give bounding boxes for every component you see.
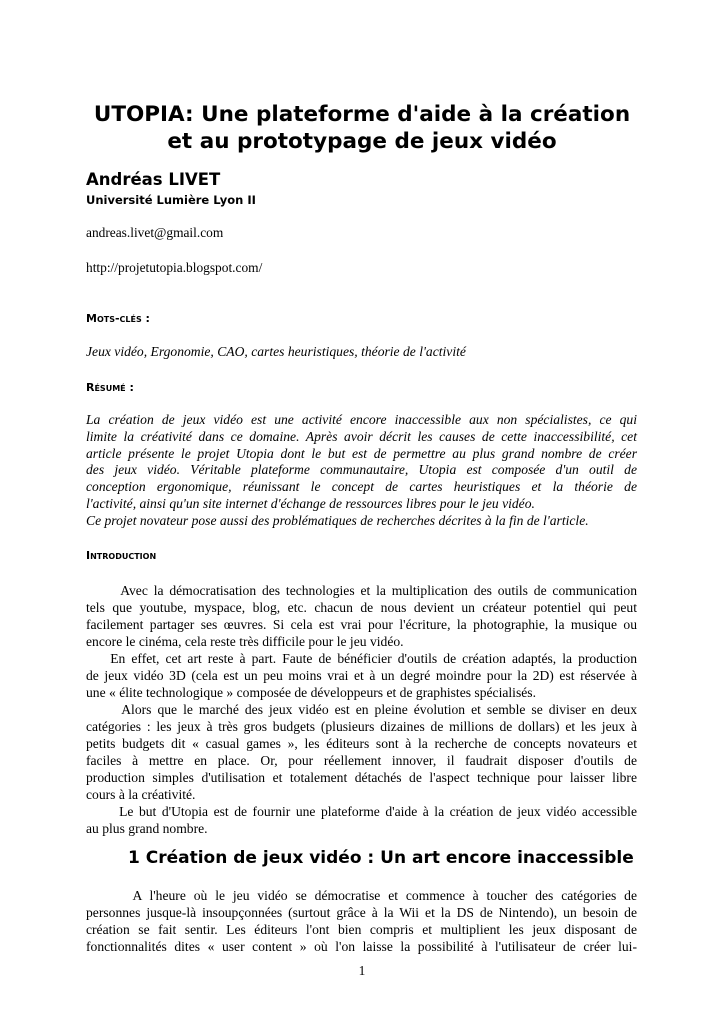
abstract [86, 412, 637, 530]
text-line: limite la créativité dans ce domaine. Après avoir décrit les causes de cette inaccessibilité, cet [86, 428, 637, 444]
text-line: des jeux vidéo. Véritable plateforme communautaire, Utopia est composée d'un outil de [86, 462, 637, 478]
text-line: Ce projet novateur pose aussi des problématiques de recherches décrites à la fin de l'article. [86, 512, 589, 528]
text-line: une « élite technologique » composée de développeurs et de graphistes spécialisés. [86, 685, 536, 700]
text-line: au plus grand nombre. [86, 821, 208, 836]
paragraph [86, 412, 637, 513]
title-line-2: et au prototypage de jeux vidéo [167, 129, 557, 154]
text-line: Alors que le marché des jeux vidéo est en pleine évolution et semble se diviser en deux [86, 702, 637, 717]
paragraph [86, 887, 637, 955]
keywords: Jeux vidéo, Ergonomie, CAO, cartes heuristiques, théorie de l'activité [86, 344, 466, 359]
author-affiliation: Université Lumière Lyon II [86, 193, 256, 207]
paragraph [86, 701, 637, 803]
author-name: Andréas LIVET [86, 170, 221, 189]
text-line: personnes jusque-là insoupçonnées (surtout grâce à la Wii et la DS de Nintendo), un besoin de [86, 905, 637, 920]
paragraph [86, 582, 637, 650]
text-line: facilement partager ses œuvres. Si cela est vrai pour l'écriture, la photographie, la musique ou [86, 617, 637, 632]
text-line: La création de jeux vidéo est une activité encore inaccessible aux non spécialistes, ce qui [86, 412, 637, 427]
introduction-heading: Introduction [86, 549, 157, 562]
text-line: article présente le projet Utopia dont le but est de permettre au plus grand nombre de créer [86, 445, 637, 461]
text-line: catégories : les jeux à très gros budgets (plusieurs dizaines de millions de dollars) et les jeux à [86, 719, 637, 734]
text-line: faciles à mettre en place. Or, pour réellement innover, il faudrait disposer d'outils de [86, 753, 637, 768]
text-line: Avec la démocratisation des technologies et la multiplication des outils de communication [86, 583, 637, 598]
text-line: Le but d'Utopia est de fournir une plateforme d'aide à la création de jeux vidéo accessible [86, 804, 637, 819]
text-line: création se fait sentir. Les éditeurs l'ont bien compris et multiplient les jeux disposant de [86, 922, 637, 937]
text-line: A l'heure où le jeu vidéo se démocratise et commence à toucher des catégories de [86, 888, 637, 903]
text-line: fonctionnalités dites « user content » où l'on laisse la possibilité à l'utilisateur de créer lui- [86, 939, 637, 954]
paragraph [86, 803, 637, 837]
title-line-1: UTOPIA: Une plateforme d'aide à la création [93, 102, 631, 127]
text-line: conception ergonomique, réunissant le concept de cartes heuristiques et la théorie de [86, 479, 637, 495]
text-line: production simples d'utilisation et totalement détachés de l'aspect technique pour laisser libre [86, 770, 637, 785]
text-line: l'activité, ainsi qu'un site internet d'échange de ressources libres pour le jeu vidéo. [86, 495, 535, 511]
project-url: http://projetutopia.blogspot.com/ [86, 260, 263, 275]
paragraph [86, 513, 637, 530]
document-title [0, 101, 724, 155]
author-email: andreas.livet@gmail.com [86, 225, 224, 240]
text-line: petits budgets dit « casual games », les éditeurs sont à la recherche de concepts novateurs et [86, 736, 637, 751]
paragraph [86, 650, 637, 701]
introduction-body [86, 582, 637, 837]
text-line: encore le cinéma, cela reste très difficile pour le jeu vidéo. [86, 634, 404, 649]
page-number: 1 [358, 963, 366, 978]
text-line: En effet, cet art reste à part. Faute de bénéficier d'outils de création adaptés, la production [86, 651, 637, 666]
text-line: cours à la créativité. [86, 787, 196, 802]
abstract-heading: Résumé : [86, 381, 134, 394]
section-1-heading: 1 Création de jeux vidéo : Un art encore inaccessible [128, 848, 634, 868]
text-line: de jeux vidéo 3D (cela est un peu moins vrai et à un degré moindre pour la 2D) est réservée à [86, 668, 637, 683]
text-line: tels que youtube, myspace, blog, etc. chacun de nous devient un créateur potentiel qui peut [86, 600, 637, 615]
section-1-body [86, 887, 637, 955]
keywords-heading: Mots-clés : [86, 312, 150, 325]
